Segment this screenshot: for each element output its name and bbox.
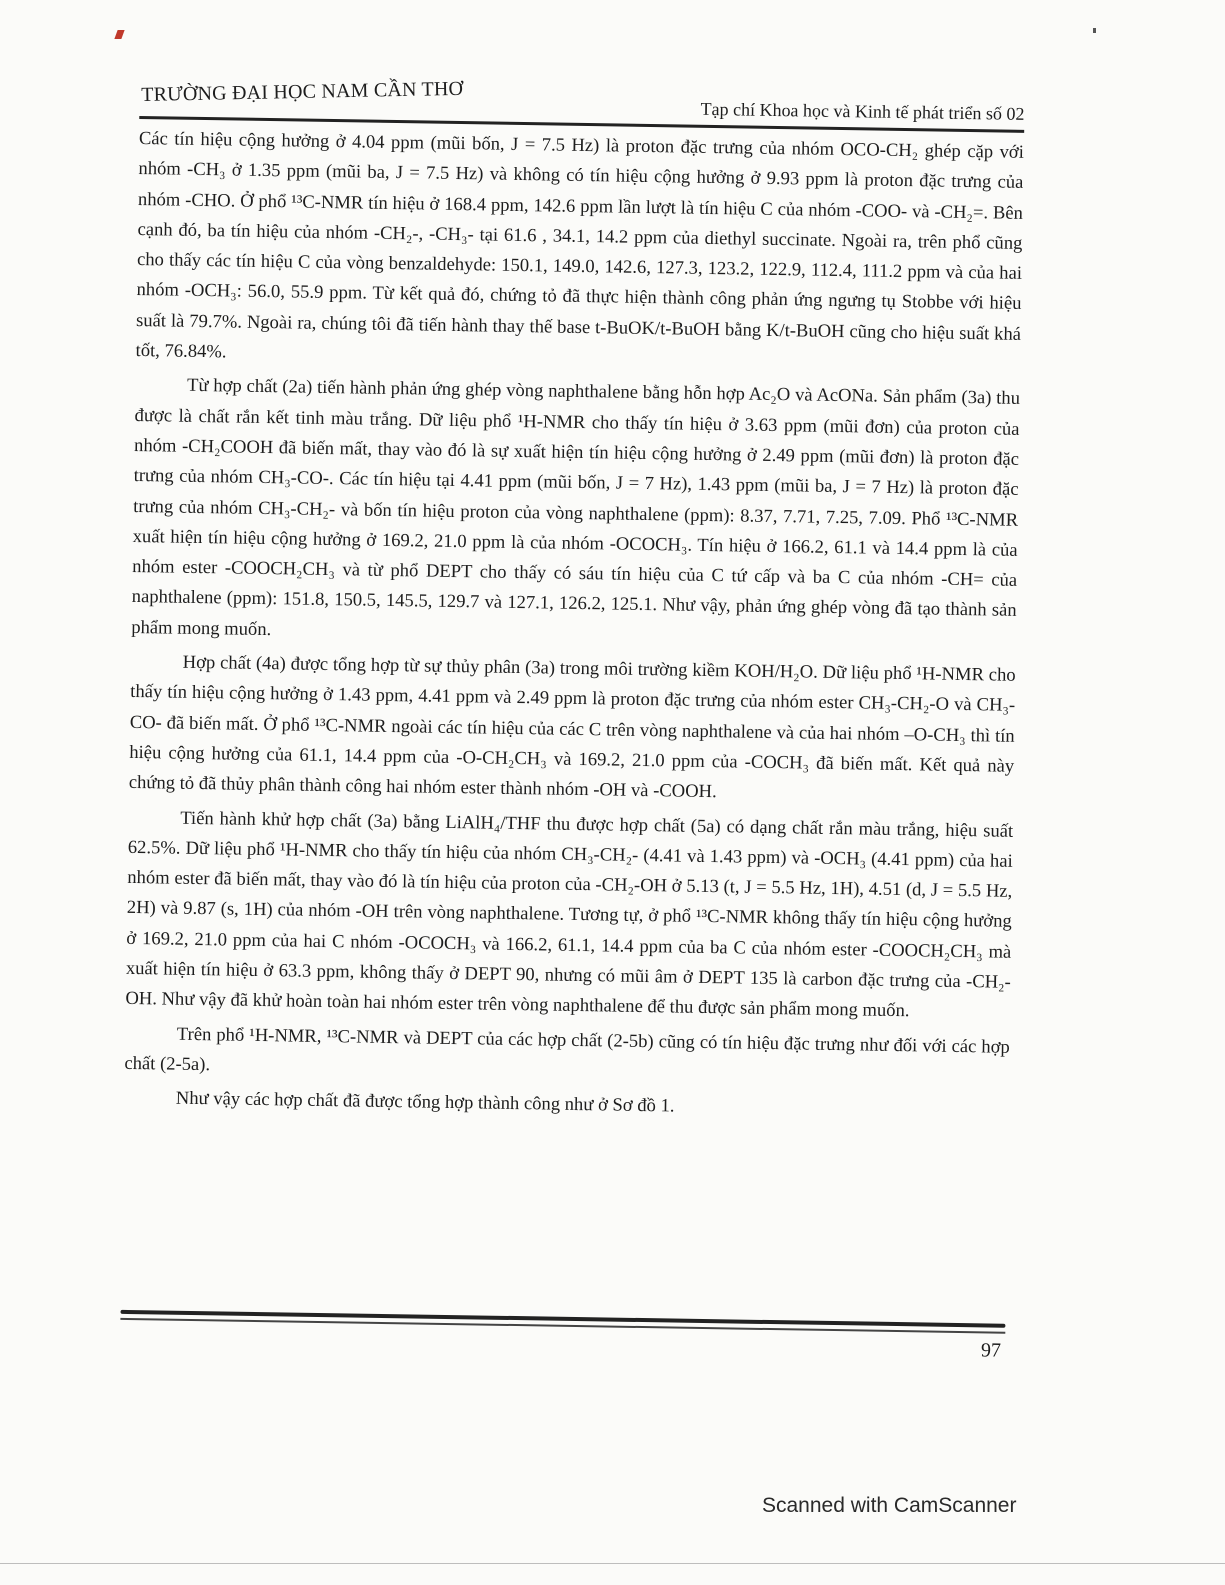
scan-corner-mark (114, 30, 124, 39)
bottom-edge-line (0, 1563, 1225, 1564)
body-text (124, 124, 1024, 1127)
page-number: 97 (980, 1339, 1002, 1362)
document-page (118, 72, 1025, 1466)
paragraph-6: Như vậy các hợp chất đã được tổng hợp thành công như ở Sơ đồ 1. (175, 1087, 675, 1117)
camscanner-watermark: Scanned with CamScanner (762, 1494, 1017, 1517)
scan-corner-mark (1093, 28, 1096, 33)
paragraph-1: Các tín hiệu cộng hưởng ở 4.04 ppm (mũi bốn, J = 7.5 Hz) là proton đặc trưng của nhóm OCO-CH₂ ghép cặp với nhóm -CH₃ ở 1.35 ppm (mũi ba, J = 7.5 Hz) và không có tín hiệu cộng hưởng ở 9.93 ppm là proton đặc trưng của nhóm -CHO. Ở phổ ¹³C-NMR tín hiệu ở 168.4 ppm, 142.6 ppm lần lượt là tín hiệu C của nhóm -COO- và -CH₂=. Bên cạnh đó, ba tín hiệu của nhóm -CH₂-, -CH₃- tại 61.6 , 34.1, 14.2 ppm của diethyl succinate. Ngoài ra, trên phổ cũng cho thấy các tín hiệu C của vòng benzaldehyde: 150.1, 149.0, 142.6, 127.3, 123.2, 122.9, 112.4, 111.2 ppm và của hai nhóm -OCH₃: 56.0, 55.9 ppm. Từ kết quả đó, chứng tỏ đã thực hiện thành công phản ứng ngưng tụ Stobbe với hiệu suất là 79.7%. Ngoài ra, chúng tôi đã tiến hành thay thế base t-BuOK/t-BuOH bằng K/t-BuOH cũng cho hiệu suất khá tốt, 76.84%. (135, 127, 1025, 363)
paragraph-2: Từ hợp chất (2a) tiến hành phản ứng ghép vòng naphthalene bằng hỗn hợp Ac₂O và AcONa. Sản phẩm (3a) thu được là chất rắn kết tinh màu trắng. Dữ liệu phổ ¹H-NMR cho thấy tín hiệu ở 3.63 ppm (mũi đơn) của proton của nhóm -CH₂COOH đã biến mất, thay vào đó là sự xuất hiện tín hiệu cộng hưởng ở 2.49 ppm (mũi đơn) là proton đặc trưng của nhóm CH₃-CO-. Các tín hiệu tại 4.41 ppm (mũi bốn, J = 7 Hz), 1.43 ppm (mũi ba, J = 7 Hz) là proton đặc trưng của nhóm CH₃-CH₂- và bốn tín hiệu proton của vòng naphthalene (ppm): 8.37, 7.71, 7.25, 7.09. Phổ ¹³C-NMR xuất hiện tín hiệu cộng hưởng ở 169.2, 21.0 ppm là của nhóm -OCOCH₃. Tín hiệu ở 166.2, 61.1 và 14.4 ppm là của nhóm ester -COOCH₂CH₃ và từ phổ DEPT cho thấy có sáu tín hiệu của C tứ cấp và ba C của nhóm -CH= của naphthalene (ppm): 151.8, 150.5, 145.5, 129.7 và 127.1, 126.2, 125.1. Như vậy, phản ứng ghép vòng đã tạo thành sản phẩm mong muốn. (131, 375, 1021, 640)
paragraph-3: Hợp chất (4a) được tổng hợp từ sự thủy phân (3a) trong môi trường kiềm KOH/H₂O. Dữ liệu phổ ¹H-NMR cho thấy tín hiệu cộng hưởng ở 1.43 ppm, 4.41 ppm và 2.49 ppm là proton đặc trưng của nhóm ester CH₃-CH₂-O và CH₃-CO- đã biến mất. Ở phổ ¹³C-NMR ngoài các tín hiệu của các C trên vòng naphthalene và của hai nhóm –O-CH₃ thì tín hiệu cộng hưởng của 61.1, 14.4 ppm của -O-CH₂CH₃ và 169.2, 21.0 ppm của -COCH₃ đã biến mất. Kết quả này chứng tỏ đã thủy phân thành công hai nhóm ester thành nhóm -OH và -COOH. (128, 651, 1016, 803)
header-institution: TRƯỜNG ĐẠI HỌC NAM CẦN THƠ (141, 77, 464, 107)
header-journal: Tạp chí Khoa học và Kinh tế phát triển số 02 (700, 98, 1025, 124)
paragraph-4: Tiến hành khử hợp chất (3a) bằng LiAlH₄/THF thu được hợp chất (5a) có dạng chất rắn màu trắng, hiệu suất 62.5%. Dữ liệu phổ ¹H-NMR cho thấy tín hiệu của nhóm CH₃-CH₂- (4.41 và 1.43 ppm) và -OCH₃ (4.41 ppm) của hai nhóm ester đã biến mất, thay vào đó là tín hiệu của proton của -CH₂-OH ở 5.13 (t, J = 5.5 Hz, 1H), 4.51 (d, J = 5.5 Hz, 2H) và 9.87 (s, 1H) của nhóm -OH trên vòng naphthalene. Tương tự, ở phổ ¹³C-NMR không thấy tín hiệu cộng hưởng ở 169.2, 21.0 ppm của hai C nhóm -OCOCH₃ và 166.2, 61.1, 14.4 ppm của ba C của nhóm ester -COOCH₂CH₃ mà xuất hiện tín hiệu ở 63.3 ppm, không thấy ở DEPT 90, nhưng có mũi âm ở DEPT 135 là carbon đặc trưng của -CH₂-OH. Như vậy đã khử hoàn toàn hai nhóm ester trên vòng naphthalene để thu được sản phẩm mong muốn. (125, 807, 1014, 1022)
paragraph-5: Trên phổ ¹H-NMR, ¹³C-NMR và DEPT của các hợp chất (2-5b) cũng có tín hiệu đặc trưng như đối với các hợp chất (2-5a). (124, 1023, 1010, 1076)
